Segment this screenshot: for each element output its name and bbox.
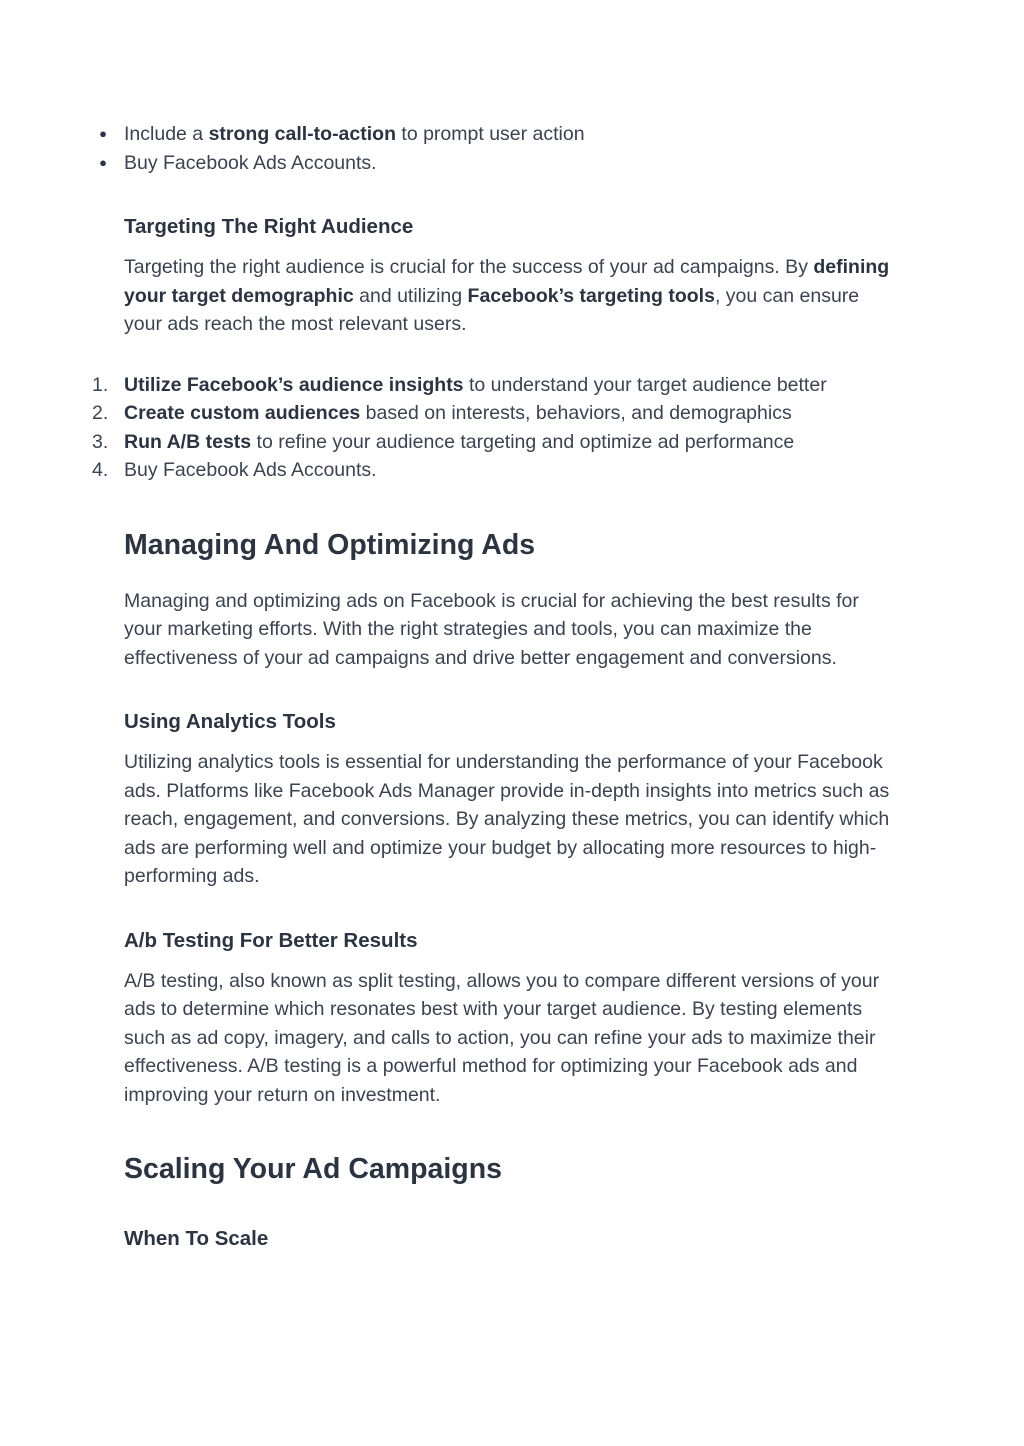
section-heading-managing: Managing And Optimizing Ads: [124, 528, 536, 561]
managing-paragraph: Managing and optimizing ads on Facebook is crucial for achieving the best results for your marketing efforts. With the right strategies and tools, you can maximize the effectiveness of your ad campaigns and drive better engagement and conversions.: [124, 589, 859, 669]
list-item: ● Buy Facebook Ads Accounts.: [62, 149, 894, 178]
list-number: 3.: [92, 430, 109, 453]
section-heading-scaling: Scaling Your Ad Campaigns: [124, 1153, 502, 1185]
list-item: 4. Buy Facebook Ads Accounts.: [62, 456, 894, 485]
list-item: 3. Run A/B tests to refine your audience targeting and optimize ad performance: [62, 428, 894, 457]
section-subheading-analytics: Using Analytics Tools: [124, 710, 336, 733]
list-number: 4.: [92, 459, 109, 481]
document-page: [92, 120, 894, 1253]
intro-bullet-list: [62, 120, 894, 177]
section-subheading-abtesting: A/b Testing For Better Results: [124, 928, 418, 952]
list-item: 1. Utilize Facebook’s audience insights to understand your target audience better: [62, 371, 894, 400]
abtesting-paragraph: A/B testing, also known as split testing, allows you to compare different versions of your ads to determine which resonates best with your target audience. By testing elements such as ad copy, imagery, and calls to action, you can refine your ads to maximize their effectiveness. A/B testing is a powerful method for optimizing your Facebook ads and improving your return on investment.: [124, 969, 880, 1106]
section-subheading-targeting: Targeting The Right Audience: [124, 215, 414, 238]
list-item: 2. Create custom audiences based on interests, behaviors, and demographics: [62, 399, 894, 428]
section-subheading-when-to-scale: When To Scale: [124, 1227, 269, 1250]
list-number: 2.: [92, 402, 109, 424]
list-number: 1.: [92, 373, 109, 396]
bullet-icon: ●: [99, 154, 107, 170]
list-item: ● Include a strong call-to-action to prompt user action: [62, 120, 894, 149]
targeting-paragraph: Targeting the right audience is crucial for the success of your ad campaigns. By defining your target demographic and utilizing Facebook’s targeting tools, you can ensure your ads reach the most relevant users.: [124, 256, 890, 335]
bullet-icon: ●: [99, 126, 107, 141]
analytics-paragraph: Utilizing analytics tools is essential for understanding the performance of your Facebook ads. Platforms like Facebook Ads Manager provide in-depth insights into metrics such as reach, engagement, and conversions. By analyzing these metrics, you can identify which ads are performing well and optimize your budget by allocating more resources to high-performing ads.: [124, 751, 890, 887]
targeting-numbered-list: [62, 371, 894, 485]
